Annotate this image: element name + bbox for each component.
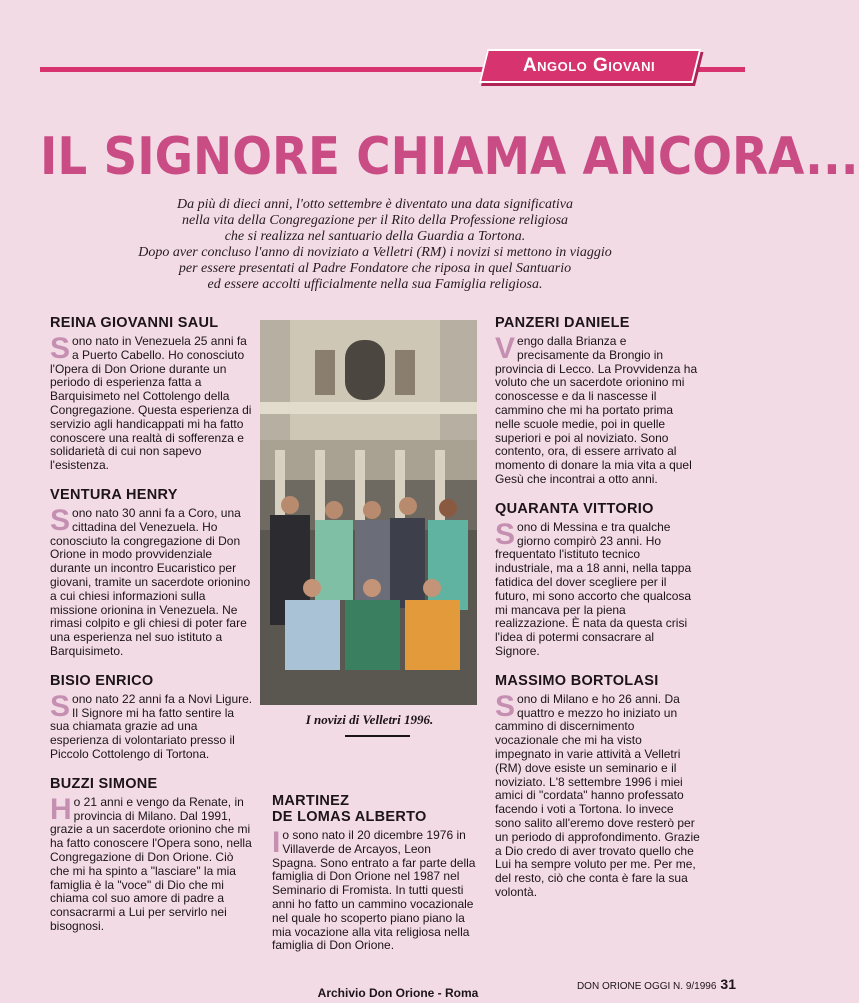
intro-line: che si realizza nel santuario della Guardia a Tortona. bbox=[224, 229, 526, 244]
profile-quaranta bbox=[495, 501, 700, 659]
group-photo bbox=[260, 320, 477, 705]
profile-text bbox=[495, 332, 700, 487]
profile-massimo bbox=[495, 673, 700, 900]
profile-name-line: MARTINEZ bbox=[272, 793, 350, 809]
profile-name: REINA GIOVANNI SAUL bbox=[50, 315, 219, 331]
profile-text bbox=[50, 503, 255, 659]
intro-line: Da più di dieci anni, l'otto settembre è diventato una data significativa bbox=[177, 197, 573, 212]
photo-illustration bbox=[260, 320, 477, 705]
intro-line: per essere presentati al Padre Fondatore che riposa in quel Santuario bbox=[178, 261, 572, 276]
profile-panzeri bbox=[495, 315, 700, 487]
photo-caption: I novizi di Velletri 1996. bbox=[305, 712, 434, 727]
profile-buzzi bbox=[50, 776, 255, 934]
profile-text-body: o sono nato il 20 dicembre 1976 in Villaverde de Arcayos, Leon Spagna. Sono entrato a far parte della famiglia di Don Orione nel 1987 nel Seminario di Fromista. In tutti questi anni ho fatto un cammino vocazionale nel quale ho scoperto piano piano la mia vocazione alla vita religiosa nella famiglia di Don Orione. bbox=[272, 828, 476, 953]
page-footer bbox=[536, 975, 736, 993]
page-number: 31 bbox=[720, 976, 736, 992]
drop-cap: V bbox=[495, 332, 516, 365]
drop-cap: S bbox=[50, 332, 71, 365]
profile-text-body: ono di Milano e ho 26 anni. Da quattro e mezzo ho iniziato un cammino di discernimento vocazionale che mi ha visto impegnato in varie attività a Velletri (RM) dove esiste un seminario e il noviziato. L'8 settembre 1996 i miei amici di "cordata" hanno professato facendo i voti a Tortona. Io invece sono salito all'eremo dove resterò per un periodo di approfondimento. Grazie a Dio credo di aver trovato quello che Lui ha sempre voluto per me. Per me, del resto, ciò che conta è fare la sua volontà. bbox=[495, 691, 700, 899]
drop-cap: S bbox=[50, 503, 71, 537]
intro-line: ed essere accolti ufficialmente nella sua Famiglia religiosa. bbox=[207, 277, 543, 292]
section-banner: Angolo Giovani bbox=[522, 55, 656, 76]
middle-column bbox=[272, 793, 477, 961]
profile-martinez bbox=[272, 793, 477, 953]
profile-bisio bbox=[50, 673, 255, 762]
intro-line: Dopo aver concluso l'anno di noviziato a Velletri (RM) i novizi si mettono in viaggio bbox=[138, 245, 612, 260]
profile-text-body: ono nato in Venezuela 25 anni fa a Puerto Cabello. Ho conosciuto l'Opera di Don Orione durante un periodo di esperienza fatta a Barquisimeto nel Cottolengo della Congregazione. Questa esperienza di servizio agli handicappati mi ha fatto conoscere una realtà di sofferenza e solidarietà di cui non sapevo l'esistenza. bbox=[50, 334, 252, 473]
caption-rule bbox=[345, 735, 410, 737]
drop-cap: S bbox=[50, 689, 71, 723]
profile-name: BISIO ENRICO bbox=[50, 672, 154, 689]
profile-text bbox=[495, 517, 700, 659]
profile-name: VENTURA HENRY bbox=[50, 486, 178, 503]
article-intro bbox=[95, 197, 655, 293]
left-column bbox=[50, 315, 255, 942]
right-column bbox=[495, 315, 700, 908]
drop-cap: I bbox=[272, 826, 281, 859]
profile-name: MASSIMO BORTOLASI bbox=[495, 672, 659, 689]
profile-text bbox=[495, 689, 700, 900]
intro-line: nella vita della Congregazione per il Rito della Professione religiosa bbox=[181, 213, 569, 228]
profile-name bbox=[272, 793, 477, 825]
profile-text bbox=[50, 332, 255, 473]
profile-name: PANZERI DANIELE bbox=[495, 315, 630, 331]
profile-text-body: ono nato 22 anni fa a Novi Ligure. Il Signore mi ha fatto sentire la sua chiamata grazie ad una esperienza di volontariato presso il Piccolo Cottolengo di Tortona. bbox=[50, 691, 253, 761]
drop-cap: H bbox=[50, 792, 72, 826]
profile-text bbox=[272, 826, 477, 953]
faded-background-lettering bbox=[40, 78, 730, 128]
profile-reina bbox=[50, 315, 255, 473]
profile-text-body: ono di Messina e tra qualche giorno compirò 23 anni. Ho frequentato l'istituto tecnico industriale, ma a 18 anni, nella tappa fatidica del dover scegliere per il futuro, mi sono accorto che qualcosa mi mancava per la piena realizzazione. È nata da questa crisi l'idea di potermi consacrare al Signore. bbox=[495, 519, 692, 658]
profile-text-body: o 21 anni e vengo da Renate, in provincia di Milano. Dal 1991, grazie a un sacerdote orionino che mi ha fatto conoscere l'Opera sono, nella Congregazione di Don Orione. Ciò che mi ha spinto a "lasciare" la mia famiglia è la "voce" di Dio che mi chiama col suo amore di padre a consacrarmi a Lui per servirlo nei bisognosi. bbox=[50, 794, 252, 933]
profile-text-body: engo dalla Brianza e precisamente da Brongio in provincia di Lecco. La Provvidenza ha voluto che un sacerdote orionino mi conoscesse e da li nascesse il cammino che mi ha portato prima nelle scuole medie, poi in quelle superiori e poi al noviziato. Sono contento, ora, di essere arrivato al momento di donare la mia vita a quel Gesù che incontrai a otto anni. bbox=[495, 334, 698, 486]
archive-stamp: Archivio Don Orione - Roma bbox=[317, 986, 479, 1000]
profile-text bbox=[50, 689, 255, 762]
profile-name: QUARANTA VITTORIO bbox=[495, 500, 654, 517]
profile-text-body: ono nato 30 anni fa a Coro, una cittadina del Venezuela. Ho conosciuto la congregazione di Don Orione in modo provvidenziale durante un incontro Eucaristico per giovani, tramite un sacerdote orionino a cui chiesi informazioni sulla missione orionina in Venezuela. Ne rimasi colpito e gli chiesi di poter fare una esperienza nel suo istituto a Barquisimeto. bbox=[50, 505, 251, 658]
drop-cap: S bbox=[495, 517, 516, 551]
article-title: IL SIGNORE CHIAMA ANCORA... bbox=[40, 127, 859, 187]
drop-cap: S bbox=[495, 689, 516, 723]
profile-ventura bbox=[50, 487, 255, 659]
profile-text bbox=[50, 792, 255, 934]
profile-name-line: DE LOMAS ALBERTO bbox=[272, 809, 427, 825]
issue-label: DON ORIONE OGGI N. 9/1996 bbox=[576, 981, 717, 992]
profile-name: BUZZI SIMONE bbox=[50, 775, 158, 792]
